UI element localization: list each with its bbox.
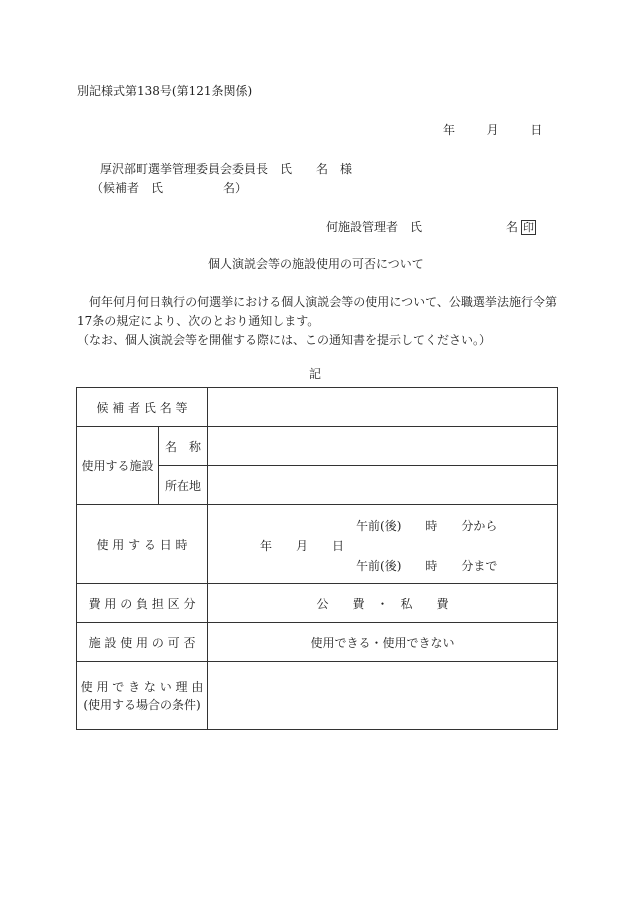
approval-value: 使用できる・使用できない <box>208 623 558 662</box>
datetime-from: 午前(後) 時 分から <box>356 519 498 533</box>
table-row <box>77 388 558 427</box>
reason-label <box>77 662 208 730</box>
candidate-name-value <box>208 388 558 427</box>
datetime-label: 使 用 す る 日 時 <box>77 505 208 584</box>
table-row <box>77 427 558 466</box>
datetime-date: 年 月 日 <box>260 539 345 553</box>
candidate-name-label: 候 補 者 氏 名 等 <box>77 388 208 427</box>
approval-label: 施 設 使 用 の 可 否 <box>77 623 208 662</box>
date-line <box>443 124 542 136</box>
facility-label: 使用する施設 <box>77 427 159 505</box>
facility-address-value <box>208 466 558 505</box>
date-day: 日 <box>530 123 543 137</box>
datetime-value <box>208 505 558 584</box>
document-subject: 個人演説会等の施設使用の可否について <box>208 257 424 271</box>
facility-manager-line <box>326 220 536 235</box>
notice-table <box>76 387 558 730</box>
facility-name-label: 名 称 <box>159 427 208 466</box>
heading-ki: 記 <box>309 367 322 381</box>
cost-label: 費 用 の 負 担 区 分 <box>77 584 208 623</box>
cost-value: 公 費 ・ 私 費 <box>208 584 558 623</box>
facility-name-value <box>208 427 558 466</box>
table-row <box>77 623 558 662</box>
form-number: 別記様式第138号(第121条関係) <box>77 84 253 98</box>
candidate-name-line: （候補者 氏 名） <box>91 181 248 195</box>
seal-mark: 印 <box>523 221 535 234</box>
reason-label-line2: (使用する場合の条件) <box>83 697 201 712</box>
reason-value <box>208 662 558 730</box>
addressee: 厚沢部町選挙管理委員会委員長 氏 名 様 <box>100 162 353 176</box>
facility-address-label: 所在地 <box>159 466 208 505</box>
manager-label: 何施設管理者 氏 名 <box>326 220 519 234</box>
datetime-to: 午前(後) 時 分まで <box>356 559 498 573</box>
table-row <box>77 584 558 623</box>
reason-label-line1: 使 用 で き な い 理 由 <box>80 679 204 694</box>
body-note: （なお、個人演説会等を開催する際には、この通知書を提示してください。） <box>77 333 492 347</box>
body-text <box>77 293 557 350</box>
date-month: 月 <box>486 123 499 137</box>
table-row <box>77 505 558 584</box>
date-year: 年 <box>443 123 456 137</box>
body-paragraph: 何年何月何日執行の何選挙における個人演説会等の使用について、公職選挙法施行令第17条の規定により、次のとおり通知します。 <box>77 295 557 328</box>
table-row <box>77 662 558 730</box>
